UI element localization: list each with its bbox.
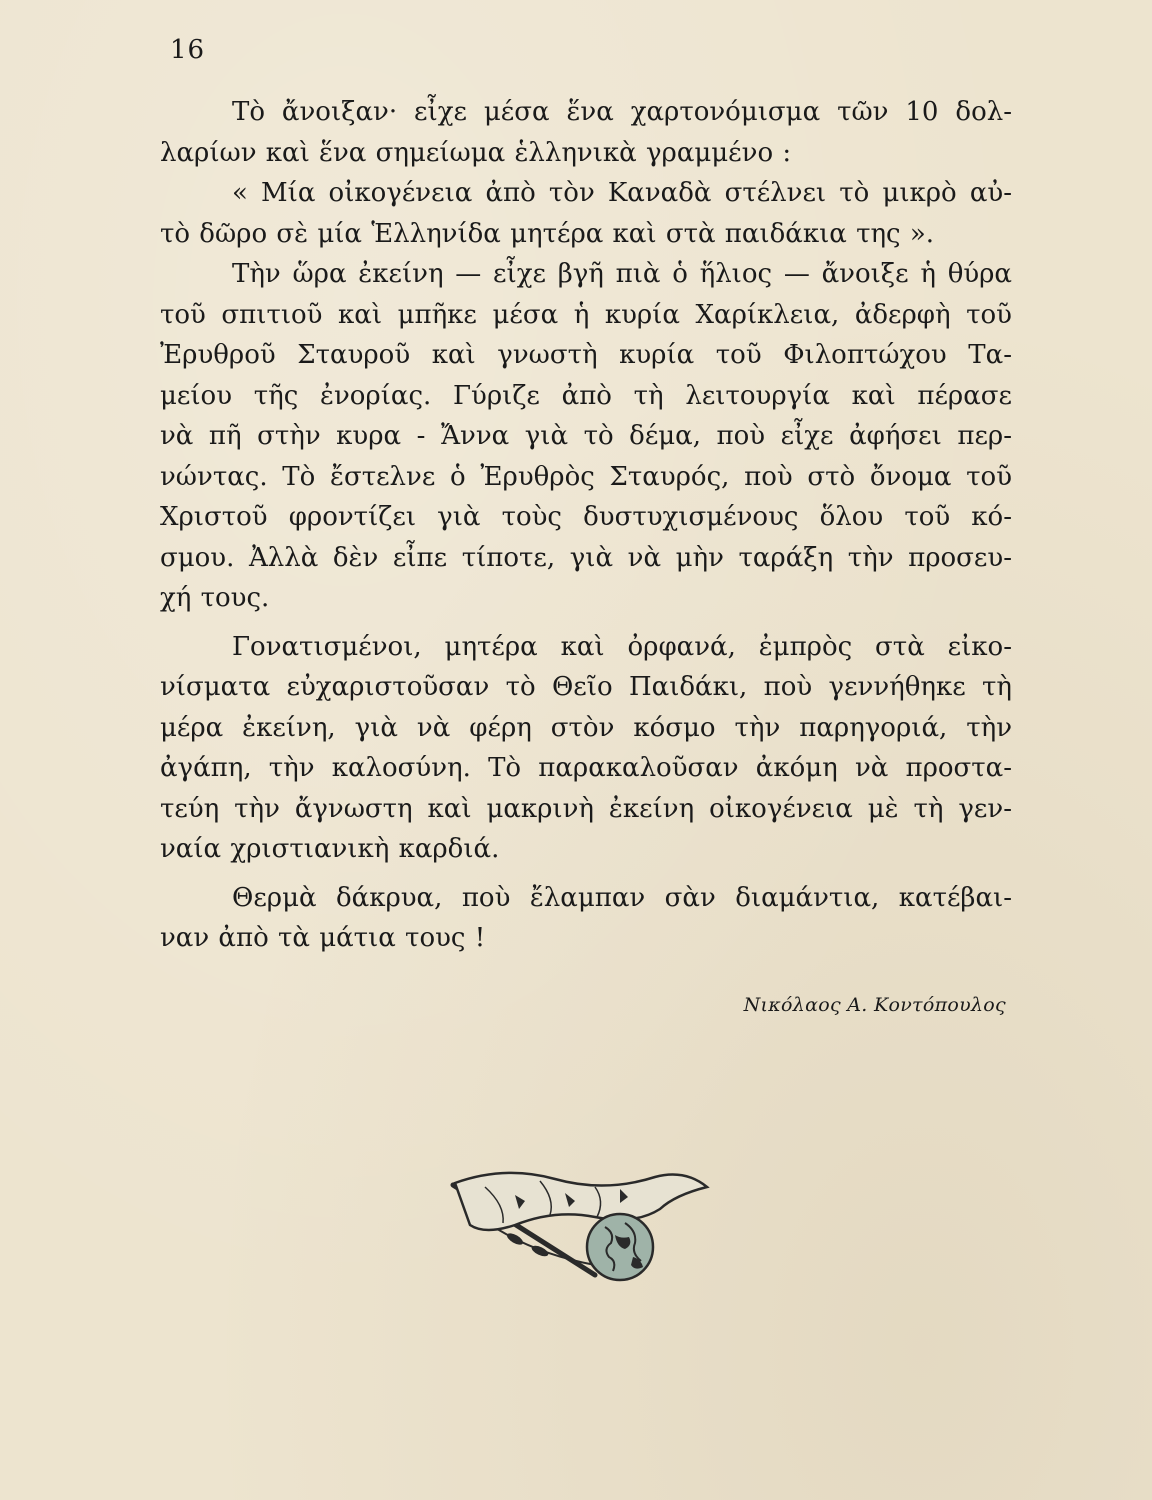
text-line: Τὸ ἄνοιξαν· εἶχε μέσα ἕνα χαρτονόμισμα τῶν 10 δολ- xyxy=(232,97,1012,127)
text-line: τοῦ σπιτιοῦ καὶ μπῆκε μέσα ἡ κυρία Χαρίκλεια, ἀδερφὴ τοῦ xyxy=(160,299,1012,330)
text-line: Τὴν ὥρα ἐκείνη — εἶχε βγῆ πιὰ ὁ ἥλιος — ἄνοιξε ἡ θύρα xyxy=(232,259,1012,289)
paragraph-spacer xyxy=(160,870,1012,878)
text-line: Χριστοῦ φροντίζει γιὰ τοὺς δυστυχισμένους ὅλου τοῦ κό- xyxy=(160,502,1012,532)
flag-globe-ornament-icon xyxy=(445,1165,715,1285)
text-line: τὸ δῶρο σὲ μία Ἑλληνίδα μητέρα καὶ στὰ παιδάκια της ». xyxy=(160,218,935,249)
text-line: νώντας. Τὸ ἔστελνε ὁ Ἐρυθρὸς Σταυρός, ποὺ στὸ ὄνομα τοῦ xyxy=(160,461,1012,492)
text-line: Γονατισμένοι, μητέρα καὶ ὀρφανά, ἐμπρὸς στὰ εἰκο- xyxy=(232,631,1012,662)
text-line: λαρίων καὶ ἕνα σημείωμα ἑλληνικὰ γραμμένο : xyxy=(160,137,792,168)
paragraph xyxy=(160,254,1012,619)
paragraph xyxy=(160,878,1012,959)
text-line: Ἐρυθροῦ Σταυροῦ καὶ γνωστὴ κυρία τοῦ Φιλοπτώχου Τα- xyxy=(160,340,1012,370)
text-line: ναν ἀπὸ τὰ μάτια τους ! xyxy=(160,923,486,953)
text-line: σμου. Ἀλλὰ δὲν εἶπε τίποτε, γιὰ νὰ μὴν ταράξη τὴν προσευ- xyxy=(160,542,1012,573)
paragraph xyxy=(160,92,1012,173)
body-text xyxy=(160,92,1012,959)
paragraph xyxy=(160,627,1012,870)
text-line: Θερμὰ δάκρυα, ποὺ ἔλαμπαν σὰν διαμάντια, κατέβαι- xyxy=(232,882,1012,913)
page-number: 16 xyxy=(170,35,206,65)
text-line: τεύη τὴν ἄγνωστη καὶ μακρινὴ ἐκείνη οἰκογένεια μὲ τὴ γεν- xyxy=(160,793,1012,824)
text-line: ἀγάπη, τὴν καλοσύνη. Τὸ παρακαλοῦσαν ἀκόμη νὰ προστα- xyxy=(160,753,1012,783)
text-line: μείου τῆς ἐνορίας. Γύριζε ἀπὸ τὴ λειτουργία καὶ πέρασε xyxy=(160,380,1012,411)
text-line: νίσματα εὐχαριστοῦσαν τὸ Θεῖο Παιδάκι, ποὺ γεννήθηκε τὴ xyxy=(160,672,1012,702)
paragraph xyxy=(160,173,1012,254)
author-signature: Νικόλαος Α. Κοντόπουλος xyxy=(743,994,1006,1016)
text-line: « Μία οἰκογένεια ἀπὸ τὸν Καναδὰ στέλνει τὸ μικρὸ αὐ- xyxy=(232,178,1012,208)
paragraph-spacer xyxy=(160,619,1012,627)
text-line: χή τους. xyxy=(160,583,270,613)
text-line: ναία χριστιανικὴ καρδιά. xyxy=(160,834,500,864)
text-line: μέρα ἐκείνη, γιὰ νὰ φέρη στὸν κόσμο τὴν παρηγοριά, τὴν xyxy=(160,712,1012,743)
text-line: νὰ πῆ στὴν κυρα - Ἄννα γιὰ τὸ δέμα, ποὺ εἶχε ἀφήσει περ- xyxy=(160,421,1012,451)
